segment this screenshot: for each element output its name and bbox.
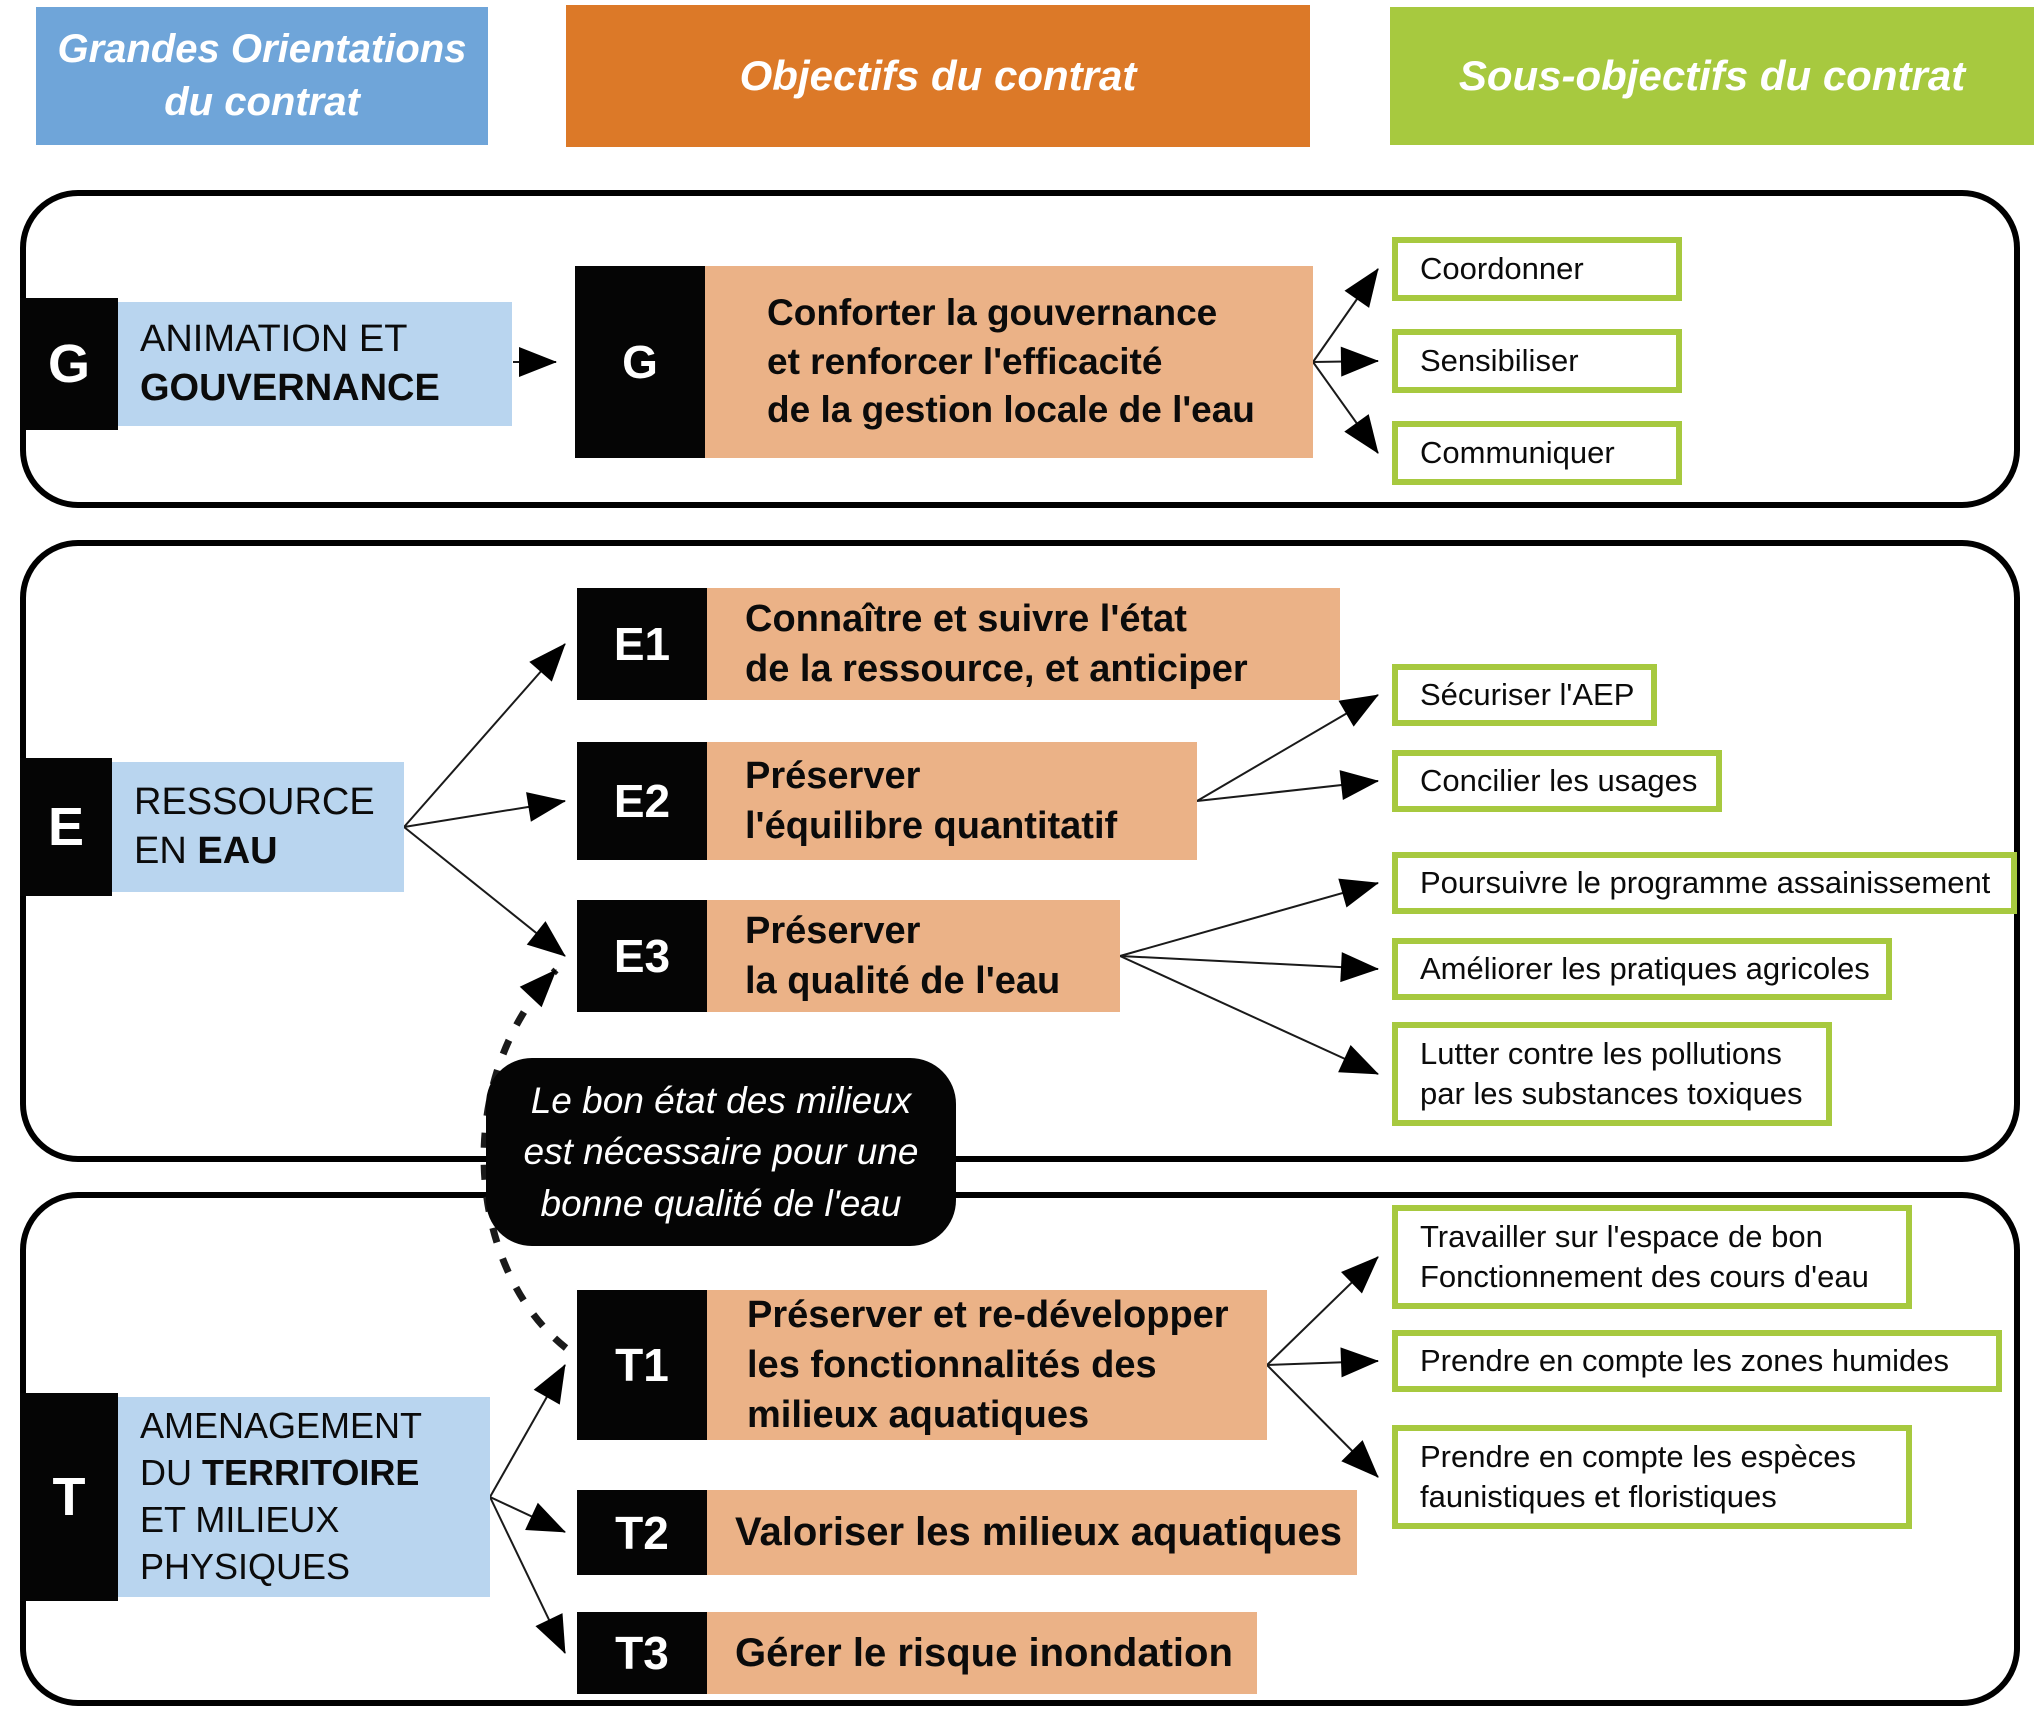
sub-objective-label: Travailler sur l'espace de bon: [1420, 1218, 1823, 1254]
t3-code: [577, 1612, 707, 1694]
sub-objective-label: Poursuivre le programme assainissement: [1420, 864, 1991, 900]
orientation-line: ANIMATION ET: [140, 317, 408, 360]
sub-objective-label: Sécuriser l'AEP: [1420, 676, 1635, 712]
sub-objective-label: Prendre en compte les zones humides: [1420, 1342, 1950, 1378]
orientation-line-prefix: EN: [134, 830, 198, 872]
sub-objective-sensibiliser: [1392, 329, 1682, 393]
code-letter: T1: [615, 1339, 669, 1391]
orientation-line-bold: TERRITOIRE: [202, 1452, 420, 1494]
e2-objective-box: [707, 742, 1197, 860]
t1-objective-box: [707, 1290, 1267, 1440]
sub-objective-label: Prendre en compte les espèces: [1420, 1438, 1856, 1474]
sub-objective-espace-bon-fonctionnement: [1392, 1205, 1912, 1309]
g-orientation-label: [118, 302, 512, 426]
sub-objective-label: Coordonner: [1420, 250, 1584, 286]
e-orientation-label: [112, 762, 404, 892]
sub-objective-label: Améliorer les pratiques agricoles: [1420, 950, 1870, 986]
objective-line: Conforter la gouvernance: [767, 291, 1218, 333]
orientation-line: [140, 1450, 490, 1497]
objective-line: de la gestion locale de l'eau: [767, 389, 1255, 431]
sub-objective-label: faunistiques et floristiques: [1420, 1479, 1777, 1514]
sub-objective-label: Communiquer: [1420, 434, 1615, 470]
code-letter: T2: [615, 1506, 669, 1559]
sub-objective-securiser-aep: [1392, 664, 1657, 726]
header-line: Sous-objectifs du contrat: [1458, 52, 1966, 100]
g-objective-code: [575, 266, 705, 458]
orientation-line-prefix: DU: [140, 1452, 202, 1494]
objective-line: la qualité de l'eau: [745, 960, 1061, 1002]
sub-objective-label: Sensibiliser: [1420, 342, 1579, 378]
g-objective-box: [705, 266, 1313, 458]
objective-line: Valoriser les milieux aquatiques: [735, 1510, 1342, 1555]
t2-code: [577, 1490, 707, 1575]
orientation-line: GOUVERNANCE: [140, 367, 440, 409]
t-orientation-label: [118, 1397, 490, 1597]
note-line: est nécessaire pour une: [523, 1131, 919, 1173]
orientation-line-bold: EAU: [197, 830, 278, 872]
sub-objective-label: par les substances toxiques: [1420, 1076, 1803, 1111]
sub-objective-communiquer: [1392, 421, 1682, 485]
t2-objective-box: [707, 1490, 1357, 1575]
objective-line: Connaître et suivre l'état: [745, 597, 1187, 640]
orientation-line: PHYSIQUES: [140, 1545, 351, 1587]
sub-objective-pollutions-toxiques: [1392, 1022, 1832, 1126]
orientation-line: [134, 827, 404, 876]
orientation-line: ET MILIEUX: [140, 1499, 340, 1540]
objective-line: les fonctionnalités des: [747, 1343, 1157, 1386]
code-letter: T3: [615, 1627, 669, 1679]
code-letter: E1: [613, 618, 671, 670]
sub-objective-pratiques-agricoles: [1392, 938, 1892, 1000]
header-line: du contrat: [164, 80, 360, 124]
orientation-line: AMENAGEMENT: [140, 1405, 423, 1447]
e3-objective-box: [707, 900, 1120, 1012]
sub-objective-label: Concilier les usages: [1420, 762, 1698, 798]
t-orientation-code: [20, 1393, 118, 1601]
e3-code: [577, 900, 707, 1012]
sub-objective-concilier-usages: [1392, 750, 1722, 812]
header-objectifs: [566, 5, 1310, 147]
sub-objective-zones-humides: [1392, 1330, 2002, 1392]
t1-code: [577, 1290, 707, 1440]
sub-objective-label: Lutter contre les pollutions: [1420, 1035, 1782, 1071]
objective-line: l'équilibre quantitatif: [745, 805, 1118, 847]
note-line: bonne qualité de l'eau: [540, 1182, 902, 1224]
code-letter: E: [47, 797, 85, 857]
objective-line: Gérer le risque inondation: [735, 1630, 1233, 1675]
code-letter: G: [622, 336, 658, 388]
objective-line: milieux aquatiques: [747, 1394, 1090, 1437]
objective-line: et renforcer l'efficacité: [767, 340, 1163, 382]
sub-objective-assainissement: [1392, 852, 2017, 914]
note-line: Le bon état des milieux: [530, 1080, 912, 1122]
note-bon-etat-milieux: [486, 1058, 956, 1246]
code-letter: T: [52, 1467, 86, 1527]
orientation-line: RESSOURCE: [134, 780, 375, 823]
code-letter: E3: [613, 930, 671, 982]
objective-line: Préserver: [745, 909, 921, 952]
sub-objective-coordonner: [1392, 237, 1682, 301]
e-orientation-code: [20, 758, 112, 896]
header-line: Grandes Orientations: [57, 27, 467, 72]
header-sous-objectifs: [1390, 7, 2034, 145]
code-letter: E2: [613, 775, 671, 827]
e1-objective-box: [707, 588, 1340, 700]
header-grandes-orientations: [36, 7, 488, 145]
g-orientation-code: [20, 298, 118, 430]
header-line: Objectifs du contrat: [739, 52, 1137, 100]
e2-code: [577, 742, 707, 860]
objective-line: Préserver: [745, 754, 921, 797]
e1-code: [577, 588, 707, 700]
t3-objective-box: [707, 1612, 1257, 1694]
code-letter: G: [47, 334, 90, 394]
objective-line: de la ressource, et anticiper: [745, 648, 1248, 690]
sub-objective-label: Fonctionnement des cours d'eau: [1420, 1259, 1869, 1294]
objective-line: Préserver et re-développer: [747, 1293, 1229, 1336]
sub-objective-especes: [1392, 1425, 1912, 1529]
